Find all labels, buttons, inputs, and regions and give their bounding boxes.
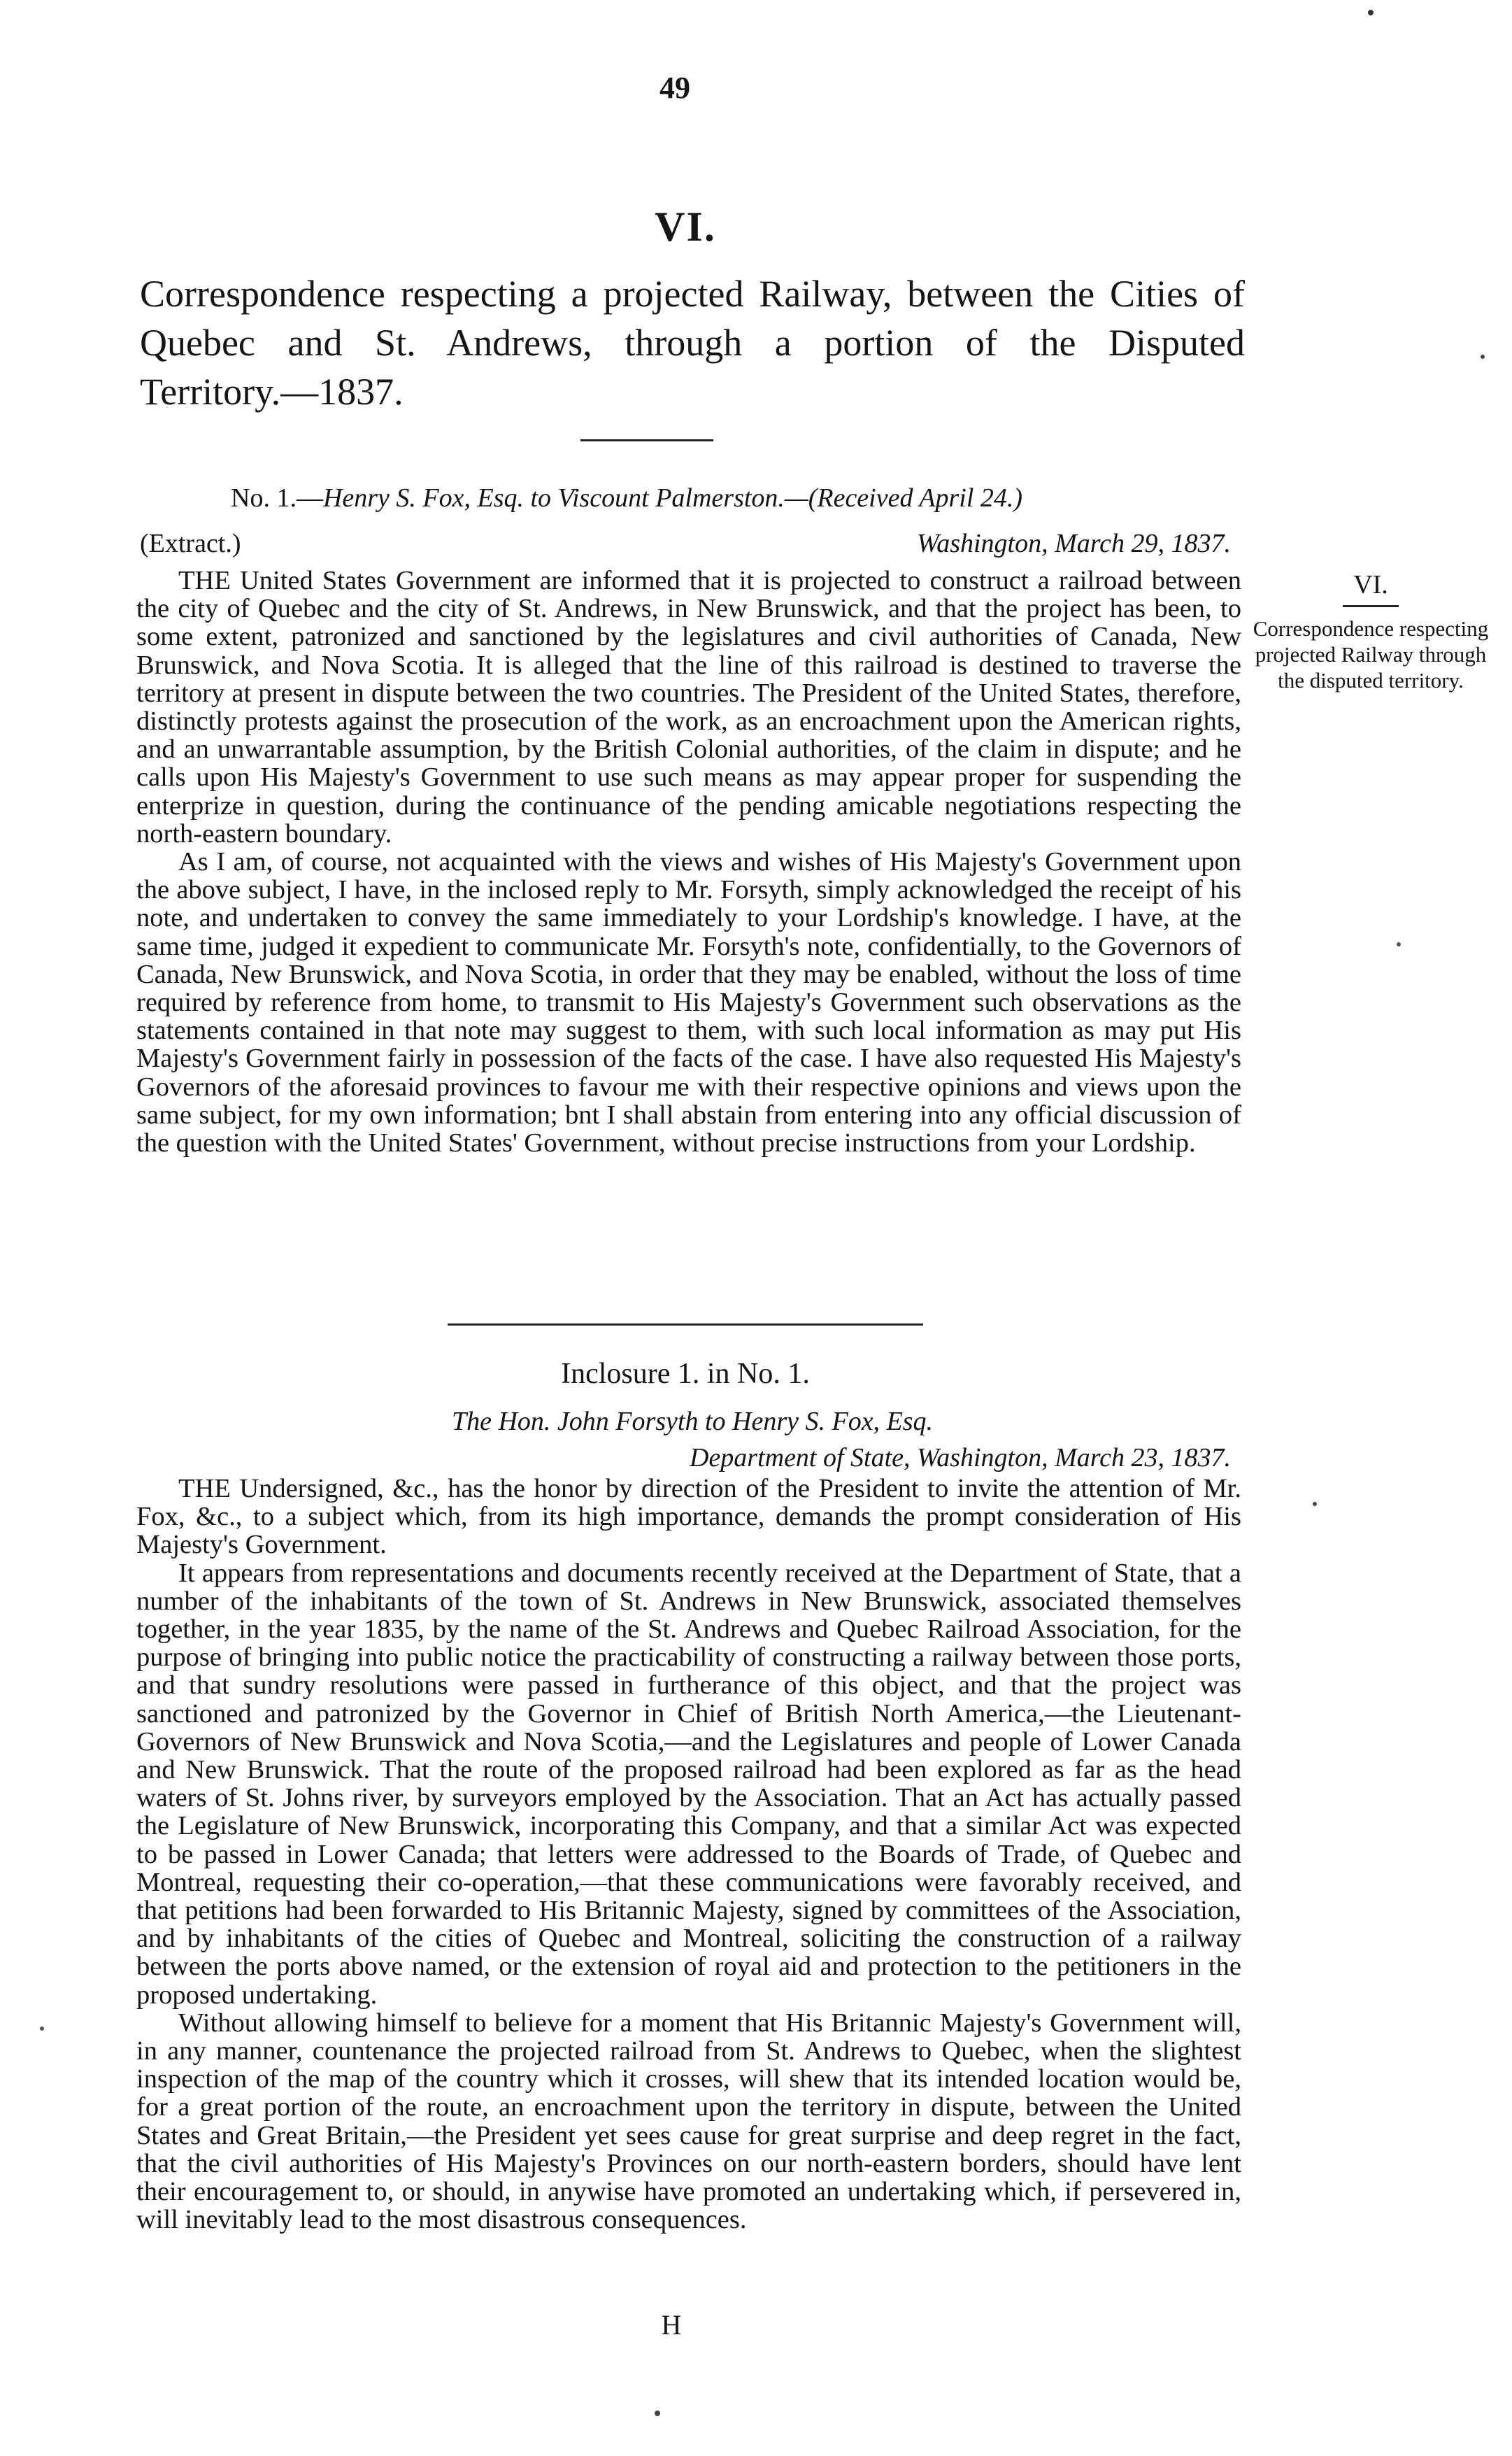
signature-mark: H bbox=[661, 2309, 682, 2341]
extract-label: (Extract.) bbox=[140, 529, 241, 558]
letter-number: No. 1.— bbox=[231, 483, 323, 513]
margin-note-rule bbox=[1343, 605, 1399, 607]
document-title bbox=[140, 269, 1245, 416]
margin-note-number: VI. bbox=[1353, 570, 1388, 599]
letter-heading bbox=[231, 483, 1022, 513]
margin-note bbox=[1252, 572, 1490, 693]
letter-paragraph: THE United States Government are informed that it is projected to construct a railroad between the city of Quebec and the city of St. Andrews, in New Brunswick, and that the project has been, to some extent, patronized and sanctioned by the legislatures and civil authorities of Canada, New Brunswick, and Nova Scotia. It is alleged that the line of this railroad is destined to traverse the territory at present in dispute between the two countries. The President of the United States, therefore, distinctly protests against the prosecution of the work, as an encroachment upon the American rights, and an unwarrantable assumption, by the British Colonial authorities, of the claim in dispute; and he calls upon His Majesty's Government to use such means as may appear proper for suspending the enterprize in question, during the continuance of the pending amicable negotiations respecting the north-eastern boundary. bbox=[136, 566, 1241, 849]
inclosure-dateline: Department of State, Washington, March 23, 1837. bbox=[689, 1443, 1231, 1472]
title-divider bbox=[580, 439, 713, 441]
page-number: 49 bbox=[659, 71, 690, 105]
inclosure-paragraph: THE Undersigned, &c., has the honor by direction of the President to invite the attention of Mr. Fox, &c., to a subject which, from its high importance, demands the prompt consideration of His Majesty's Government. bbox=[136, 1474, 1241, 1560]
letter-paragraph: As I am, of course, not acquainted with the views and wishes of His Majesty's Government upon the above subject, I have, in the inclosed reply to Mr. Forsyth, simply acknowledged the receipt of his note, and undertaken to convey the same immediately to your Lordship's knowledge. I have, at the same time, judged it expedient to communicate Mr. Forsyth's note, confidentially, to the Governors of Canada, New Brunswick, and Nova Scotia, in order that they may be enabled, without the loss of time required by reference from home, to transmit to His Majesty's Government such observations as the statements contained in that note may suggest to them, with such local information as may put His Majesty's Government fairly in possession of the facts of the case. I have also requested His Majesty's Governors of the aforesaid provinces to favour me with their respective opinions and views upon the same subject, for my own information; bnt I shall abstain from entering into any official discussion of the question with the United States' Government, without precise instructions from your Lordship. bbox=[136, 847, 1241, 1158]
title-line-1: Correspondence respecting a projected Railway, between the Cities of bbox=[140, 273, 1245, 315]
inclosure-heading: Inclosure 1. in No. 1. bbox=[561, 1358, 810, 1390]
margin-note-text: Correspondence respecting projected Railway through the disputed territory. bbox=[1253, 616, 1489, 693]
section-divider bbox=[448, 1323, 923, 1326]
letter-from-to: Henry S. Fox, Esq. to Viscount Palmerston.—(Received April 24.) bbox=[322, 483, 1023, 513]
title-line-3: Territory.—1837. bbox=[140, 371, 404, 413]
section-number: VI. bbox=[655, 204, 716, 250]
inclosure-subheading: The Hon. John Forsyth to Henry S. Fox, Esq. bbox=[451, 1407, 934, 1436]
letter-dateline: Washington, March 29, 1837. bbox=[917, 529, 1231, 558]
title-line-2: Quebec and St. Andrews, through a portion of the Disputed bbox=[140, 322, 1245, 364]
inclosure-body bbox=[136, 1475, 1241, 2234]
letter-body bbox=[136, 567, 1241, 1157]
inclosure-paragraph: It appears from representations and documents recently received at the Department of State, that a number of the inhabitants of the town of St. Andrews in New Brunswick, associated themselves together, in the year 1835, by the name of the St. Andrews and Quebec Railroad Association, for the purpose of bringing into public notice the practicability of constructing a railway between those ports, and that sundry resolutions were passed in furtherance of this object, and that the project was sanctioned and patronized by the Governor in Chief of British North America,—the Lieutenant-Governors of New Brunswick and Nova Scotia,—and the Legislatures and people of Lower Canada and New Brunswick. That the route of the proposed railroad had been explored as far as the head waters of St. Johns river, by surveyors employed by the Association. That an Act has actually passed the Legislature of New Brunswick, incorporating this Company, and that a similar Act was expected to be passed in Lower Canada; that letters were addressed to the Boards of Trade, of Quebec and Montreal, requesting their co-operation,—that these communications were favorably received, and that petitions had been forwarded to His Britannic Majesty, signed by committees of the Association, and by inhabitants of the cities of Quebec and Montreal, soliciting the construction of a railway between the ports above named, or the extension of royal aid and protection to the petitioners in the proposed undertaking. bbox=[136, 1558, 1241, 2010]
inclosure-paragraph: Without allowing himself to believe for a moment that His Britannic Majesty's Government will, in any manner, countenance the projected railroad from St. Andrews to Quebec, when the slightest inspection of the map of the country which it crosses, will shew that its intended location would be, for a great portion of the route, an encroachment upon the territory in dispute, between the United States and Great Britain,—the President yet sees cause for great surprise and deep regret in the fact, that the civil authorities of His Majesty's Provinces on our north-eastern borders, should have lent their encouragement to, or should, in anywise have promoted an undertaking which, if persevered in, will inevitably lead to the most disastrous consequences. bbox=[136, 2008, 1241, 2235]
